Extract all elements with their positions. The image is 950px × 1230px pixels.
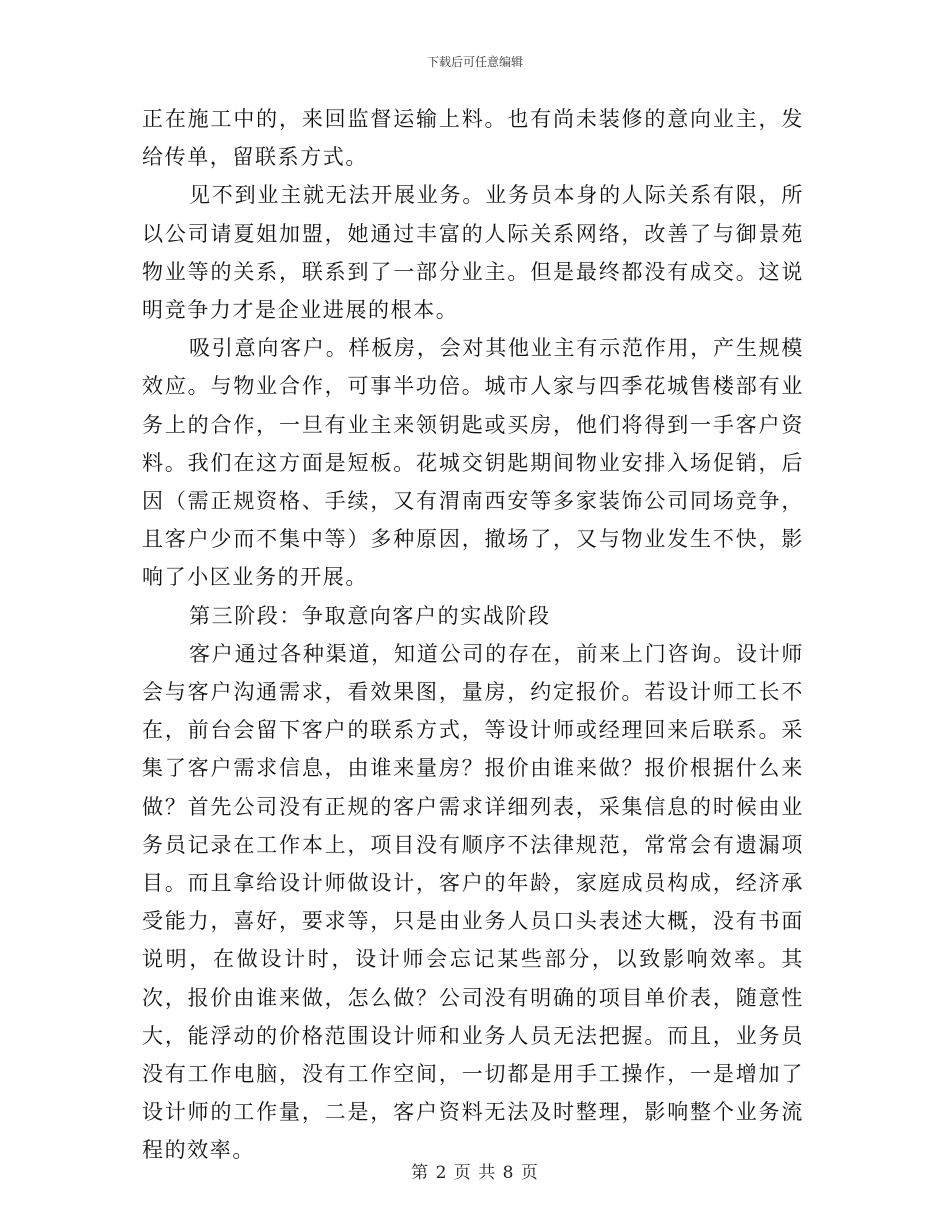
paragraph-3: 吸引意向客户。样板房，会对其他业主有示范作用，产生规模效应。与物业合作，可事半功倍。城市人家与四季花城售楼部有业务上的合作，一旦有业主来领钥匙或买房，他们将得到一手客户资料。我们在这方面是短板。花城交钥匙期间物业安排入场促销，后因（需正规资格、手续，又有渭南西安等多家装饰公司同场竞争，且客户少而不集中等）多种原因，撤场了，又与物业发生不快，影响了小区业务的开展。	[142, 336, 804, 590]
page-footer: 第 2 页 共 8 页	[411, 1163, 539, 1183]
section-heading: 第三阶段：争取意向客户的实战阶段	[189, 603, 551, 628]
page-header: 下载后可任意编辑	[426, 55, 523, 69]
paragraph-1: 正在施工中的，来回监督运输上料。也有尚未装修的意向业主，发给传单，留联系方式。	[142, 107, 804, 170]
document-body	[142, 100, 804, 1170]
paragraph-4: 客户通过各种渠道，知道公司的存在，前来上门咨询。设计师会与客户沟通需求，看效果图，量房，约定报价。若设计师工长不在，前台会留下客户的联系方式，等设计师或经理回来后联系。采集了客户需求信息，由谁来量房？报价由谁来做？报价根据什么来做？首先公司没有正规的客户需求详细列表，采集信息的时候由业务员记录在工作本上，项目没有顺序不法律规范，常常会有遗漏项目。而且拿给设计师做设计，客户的年龄，家庭成员构成，经济承受能力，喜好，要求等，只是由业务人员口头表述大概，没有书面说明，在做设计时，设计师会忘记某些部分，以致影响效率。其次，报价由谁来做，怎么做？公司没有明确的项目单价表，随意性大，能浮动的价格范围设计师和业务人员无法把握。而且，业务员没有工作电脑，没有工作空间，一切都是用手工操作，一是增加了设计师的工作量，二是，客户资料无法及时整理，影响整个业务流程的效率。	[142, 641, 804, 1163]
paragraph-2: 见不到业主就无法开展业务。业务员本身的人际关系有限，所以公司请夏姐加盟，她通过丰富的人际关系网络，改善了与御景苑物业等的关系，联系到了一部分业主。但是最终都没有成交。这说明竞争力才是企业进展的根本。	[142, 183, 804, 323]
